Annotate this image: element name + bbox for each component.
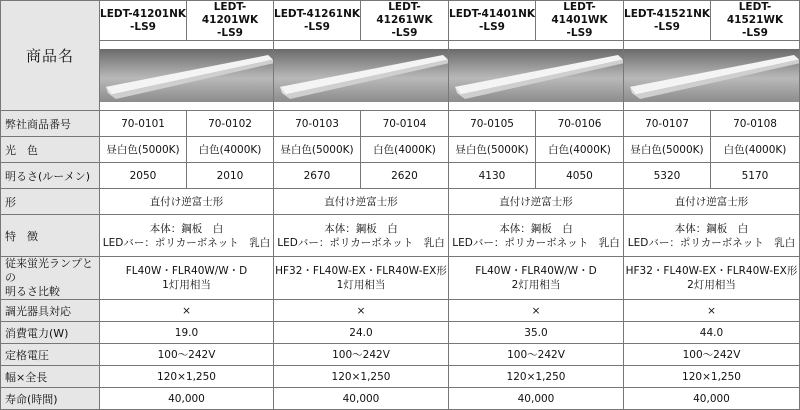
cell: 100～242V [100,344,274,366]
cell: 昼白色(5000K) [624,137,711,163]
lumen-row [1,163,800,189]
comparison-row [1,257,800,300]
cell: 100～242V [449,344,624,366]
model-name-row [1,1,800,41]
cell: 本体：鋼板 白 LEDバー：ポリカーボネット 乳白 [624,215,800,257]
cell: 昼白色(5000K) [100,137,187,163]
row-label: 消費電力(W) [1,322,100,344]
model-name: LEDT-41201WK -LS9 [187,1,274,41]
product-name-label: 商品名 [1,1,100,111]
cell: 白色(4000K) [536,137,624,163]
cell: 19.0 [100,322,274,344]
cell: × [624,300,800,322]
dimmer-row [1,300,800,322]
voltage-row [1,344,800,366]
cell: 44.0 [624,322,800,344]
cell: 2050 [100,163,187,189]
product-image [449,41,624,111]
model-name: LEDT-41521WK -LS9 [711,1,800,41]
life-row [1,388,800,410]
row-label: 幅×全長 [1,366,100,388]
feature-row [1,215,800,257]
cell: 70-0105 [449,111,536,137]
cell: 35.0 [449,322,624,344]
cell: × [100,300,274,322]
cell: 70-0107 [624,111,711,137]
cell: 120×1,250 [624,366,800,388]
cell: FL40W・FLR40W/W・D 2灯用相当 [449,257,624,300]
model-name: LEDT-41261NK -LS9 [274,1,361,41]
row-label: 調光器具対応 [1,300,100,322]
color-row [1,137,800,163]
cell: 70-0104 [361,111,449,137]
cell: 昼白色(5000K) [274,137,361,163]
cell: 100～242V [624,344,800,366]
cell: HF32・FL40W-EX・FLR40W-EX形 1灯用相当 [274,257,449,300]
model-name: LEDT-41261WK -LS9 [361,1,449,41]
cell: 2010 [187,163,274,189]
dimension-row [1,366,800,388]
cell: 4130 [449,163,536,189]
shape-row [1,189,800,215]
cell: 2670 [274,163,361,189]
power-row [1,322,800,344]
cell: 白色(4000K) [711,137,800,163]
cell: 24.0 [274,322,449,344]
row-label: 従来蛍光ランプとの 明るさ比較 [1,257,100,300]
cell: 白色(4000K) [187,137,274,163]
led-fixture-image [449,49,623,102]
model-name: LEDT-41401NK -LS9 [449,1,536,41]
cell: 40,000 [624,388,800,410]
row-label: 寿命(時間) [1,388,100,410]
cell: 直付け逆富士形 [624,189,800,215]
led-fixture-image [624,49,799,102]
cell: × [274,300,449,322]
cell: 本体：鋼板 白 LEDバー：ポリカーボネット 乳白 [100,215,274,257]
cell: 40,000 [449,388,624,410]
row-label: 形 [1,189,100,215]
cell: 70-0106 [536,111,624,137]
cell: 2620 [361,163,449,189]
product-image-row [1,41,800,111]
cell: 本体：鋼板 白 LEDバー：ポリカーボネット 乳白 [274,215,449,257]
product-image [624,41,800,111]
cell: 40,000 [100,388,274,410]
cell: 直付け逆富士形 [100,189,274,215]
led-fixture-image [100,49,273,102]
cell: 昼白色(5000K) [449,137,536,163]
cell: 本体：鋼板 白 LEDバー：ポリカーボネット 乳白 [449,215,624,257]
cell: 100～242V [274,344,449,366]
model-name: LEDT-41401WK -LS9 [536,1,624,41]
cell: 直付け逆富士形 [449,189,624,215]
led-fixture-image [274,49,448,102]
cell: 120×1,250 [100,366,274,388]
product-image [100,41,274,111]
cell: 5320 [624,163,711,189]
cell: HF32・FL40W-EX・FLR40W-EX形 2灯用相当 [624,257,800,300]
cell: 5170 [711,163,800,189]
cell: 70-0108 [711,111,800,137]
cell: 120×1,250 [274,366,449,388]
row-label: 光 色 [1,137,100,163]
product-image [274,41,449,111]
number-row [1,111,800,137]
row-label: 弊社商品番号 [1,111,100,137]
cell: 白色(4000K) [361,137,449,163]
cell: FL40W・FLR40W/W・D 1灯用相当 [100,257,274,300]
cell: 120×1,250 [449,366,624,388]
model-name: LEDT-41521NK -LS9 [624,1,711,41]
row-label: 定格電圧 [1,344,100,366]
cell: 70-0103 [274,111,361,137]
cell: 70-0101 [100,111,187,137]
cell: 4050 [536,163,624,189]
cell: 70-0102 [187,111,274,137]
row-label: 明るさ(ルーメン) [1,163,100,189]
cell: 40,000 [274,388,449,410]
cell: 直付け逆富士形 [274,189,449,215]
row-label: 特 徴 [1,215,100,257]
model-name: LEDT-41201NK -LS9 [100,1,187,41]
cell: × [449,300,624,322]
